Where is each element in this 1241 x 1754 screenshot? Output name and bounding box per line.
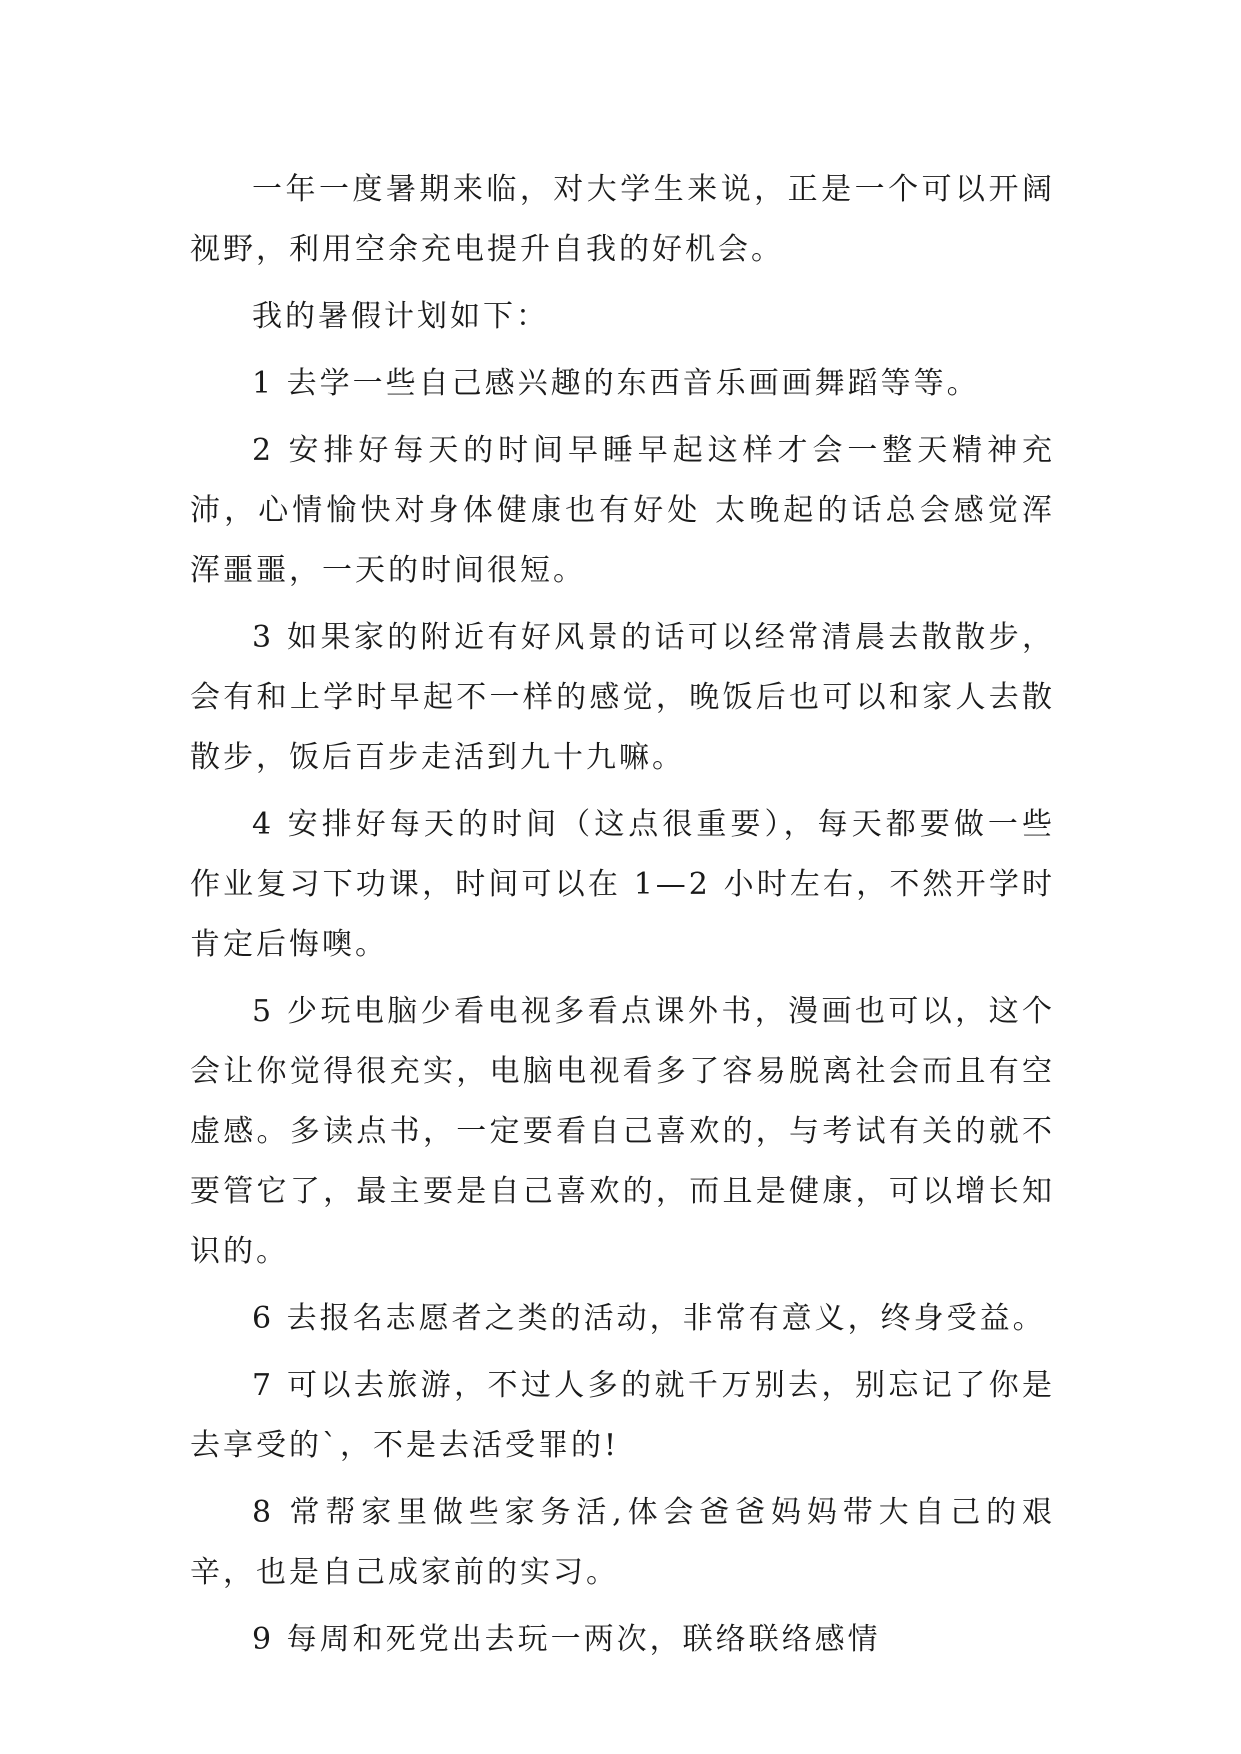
paragraph-item-7: 7 可以去旅游，不过人多的就千万别去，别忘记了你是去享受的`，不是去活受罪的!: [190, 1368, 1055, 1463]
paragraph-item-2: 2 安排好每天的时间早睡早起这样才会一整天精神充沛，心情愉快对身体健康也有好处 太晚起的话总会感觉浑浑噩噩，一天的时间很短。: [190, 433, 1055, 588]
paragraph-item-4: 4 安排好每天的时间（这点很重要），每天都要做一些作业复习下功课，时间可以在 1—2 小时左右，不然开学时肯定后悔噢。: [190, 807, 1055, 962]
paragraph-item-6: 6 去报名志愿者之类的活动，非常有意义，终身受益。: [252, 1301, 1046, 1336]
paragraph-item-9: 9 每周和死党出去玩一两次，联络联络感情: [252, 1622, 881, 1657]
paragraph-plan-heading: 我的暑假计划如下：: [252, 299, 549, 334]
paragraph-intro: 一年一度暑期来临，对大学生来说，正是一个可以开阔视野，利用空余充电提升自我的好机会。: [190, 172, 1055, 267]
paragraph-item-5: 5 少玩电脑少看电视多看点课外书，漫画也可以，这个会让你觉得很充实，电脑电视看多了容易脱离社会而且有空虚感。多读点书，一定要看自己喜欢的，与考试有关的就不要管它了，最主要是自己喜欢的，而且是健康，可以增长知识的。: [190, 994, 1055, 1269]
paragraph-item-1: 1 去学一些自己感兴趣的东西音乐画画舞蹈等等。: [252, 366, 980, 401]
paragraph-item-8: 8 常帮家里做些家务活,体会爸爸妈妈带大自己的艰辛，也是自己成家前的实习。: [190, 1495, 1055, 1590]
paragraph-item-3: 3 如果家的附近有好风景的话可以经常清晨去散散步，会有和上学时早起不一样的感觉，晚饭后也可以和家人去散散步，饭后百步走活到九十九嘛。: [190, 620, 1055, 775]
document-body: [190, 160, 1055, 1677]
